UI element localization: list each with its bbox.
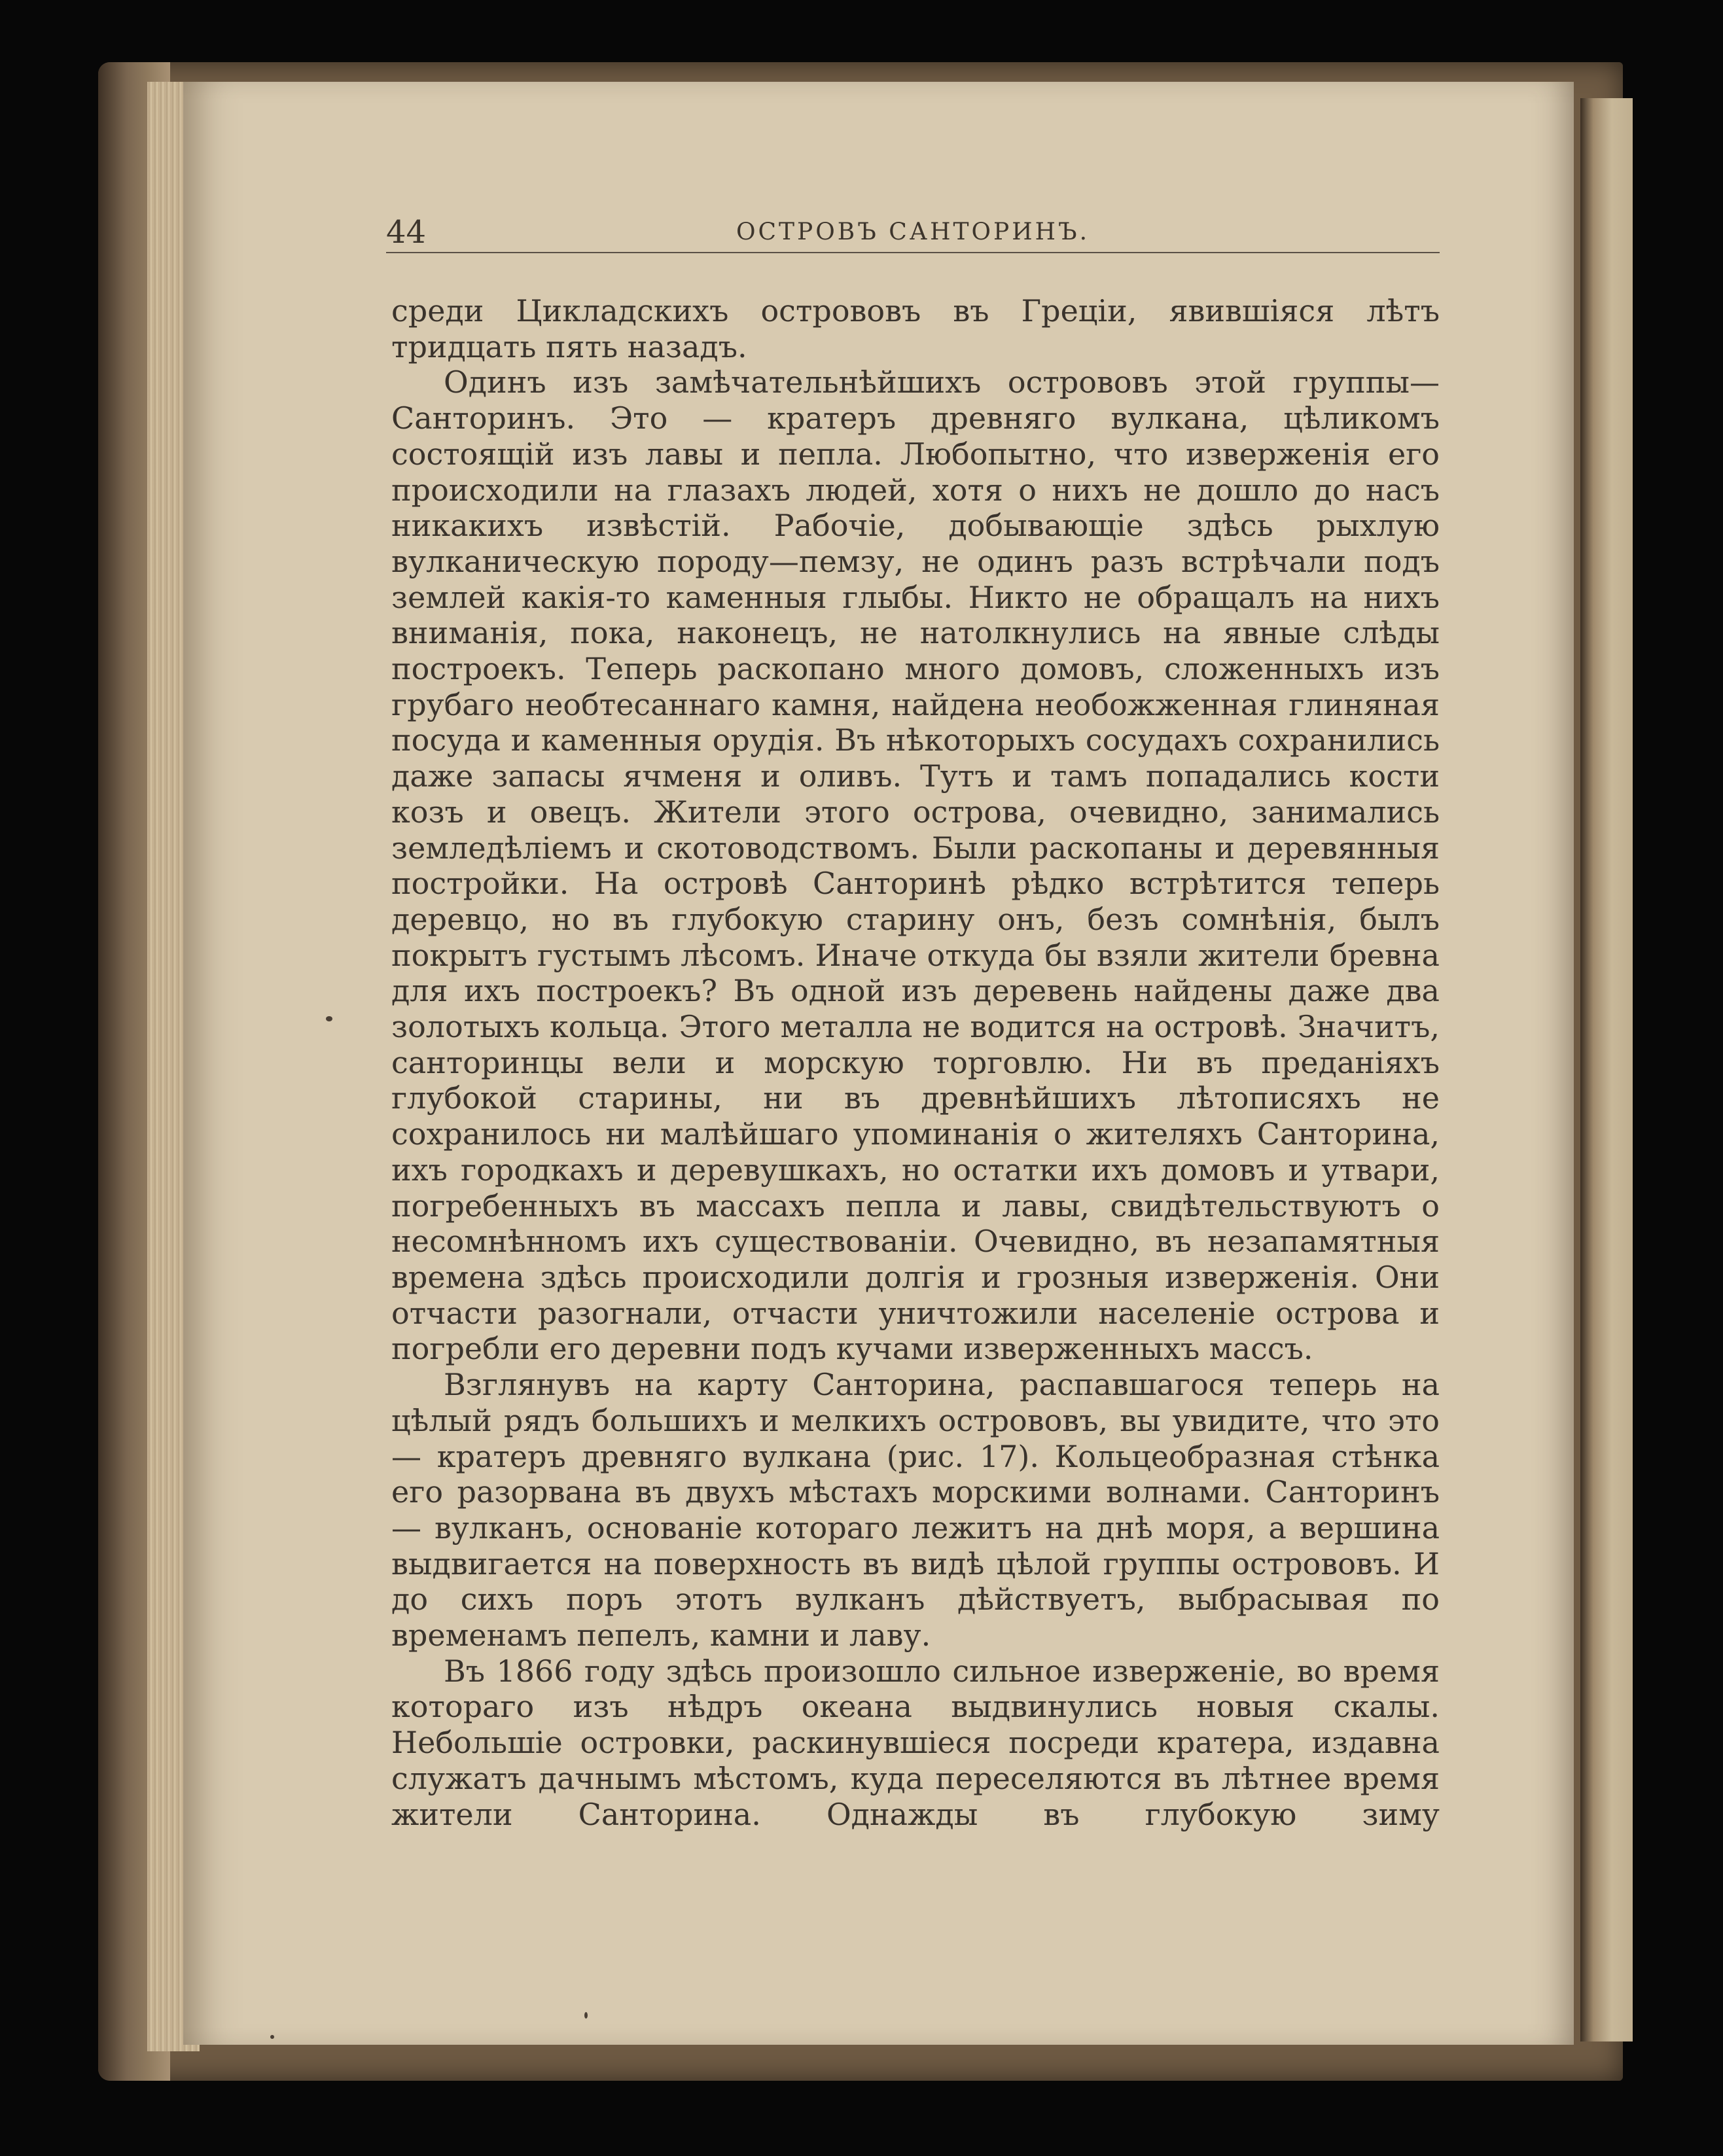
- paragraph: Одинъ изъ замѣчательнѣйшихъ острововъ этой группы— Санторинъ. Это — кратеръ древняго вулкана, цѣликомъ состоящій изъ лавы и пепла. Любопытно, что изверженія его происходили на глазахъ людей, хотя о нихъ не дошло до насъ никакихъ извѣстій. Рабочіе, добывающіе здѣсь рыхлую вулканическую породу—пемзу, не одинъ разъ встрѣчали подъ землей какія-то каменныя глыбы. Никто не обращалъ на нихъ вниманія, пока, наконецъ, не натолкнулись на явные слѣды построекъ. Теперь раскопано много домовъ, сложенныхъ изъ грубаго необтесаннаго камня, найдена необожженная глиняная посуда и каменныя орудія. Въ нѣкоторыхъ сосудахъ сохранились даже запасы ячменя и оливъ. Тутъ и тамъ попадались кости козъ и овецъ. Жители этого острова, очевидно, занимались земледѣліемъ и скотоводствомъ. Были раскопаны и деревянныя постройки. На островѣ Санторинѣ рѣдко встрѣтится теперь деревцо, но въ глубокую старину онъ, безъ сомнѣнія, былъ покрытъ густымъ лѣсомъ. Иначе откуда бы взяли жители бревна для ихъ построекъ? Въ одной изъ деревень найдены даже два золотыхъ кольца. Этого металла не водится на островѣ. Значитъ, санторинцы вели и морскую торговлю. Ни въ преданіяхъ глубокой старины, ни въ древнѣйшихъ лѣтописяхъ не сохранилось ни малѣйшаго упоминанія о жителяхъ Санторина, ихъ городкахъ и деревушкахъ, но остатки ихъ домовъ и утвари, погребенныхъ въ массахъ пепла и лавы, свидѣтельствуютъ о несомнѣнномъ ихъ существованіи. Очевидно, въ незапамятныя времена здѣсь происходили долгія и грозныя изверженія. Они отчасти разогнали, отчасти уничтожили населеніе острова и погребли его деревни подъ кучами изверженныхъ массъ.: [391, 364, 1440, 1367]
- paper-speck: [326, 1016, 332, 1021]
- paper-speck: [270, 2035, 274, 2039]
- paper-speck: [584, 2012, 588, 2019]
- page-body: [391, 293, 1440, 1832]
- paragraph: среди Цикладскихъ острововъ въ Греціи, явившіяся лѣтъ тридцать пять назадъ.: [391, 293, 1440, 364]
- page-header: [386, 209, 1440, 255]
- page-number: 44: [386, 214, 427, 251]
- paragraph: Въ 1866 году здѣсь произошло сильное изверженіе, во время котораго изъ нѣдръ океана выдвинулись новыя скалы. Небольшіе островки, раскинувшіеся посреди кратера, издавна служатъ дачнымъ мѣстомъ, куда переселяются въ лѣтнее время жители Санторина. Однажды въ глубокую зиму: [391, 1653, 1440, 1832]
- running-title: ОСТРОВЪ САНТОРИНЪ.: [736, 219, 1090, 245]
- facing-page-edge: [1580, 98, 1633, 2041]
- paragraph: Взглянувъ на карту Санторина, распавшагося теперь на цѣлый рядъ большихъ и мелкихъ острововъ, вы увидите, что это — кратеръ древняго вулкана (рис. 17). Кольцеобразная стѣнка его разорвана въ двухъ мѣстахъ морскими волнами. Санторинъ — вулканъ, основаніе котораго лежитъ на днѣ моря, а вершина выдвигается на поверхность въ видѣ цѣлой группы острововъ. И до сихъ поръ этотъ вулканъ дѣйствуетъ, выбрасывая по временамъ пепелъ, камни и лаву.: [391, 1367, 1440, 1653]
- header-rule: [386, 252, 1440, 253]
